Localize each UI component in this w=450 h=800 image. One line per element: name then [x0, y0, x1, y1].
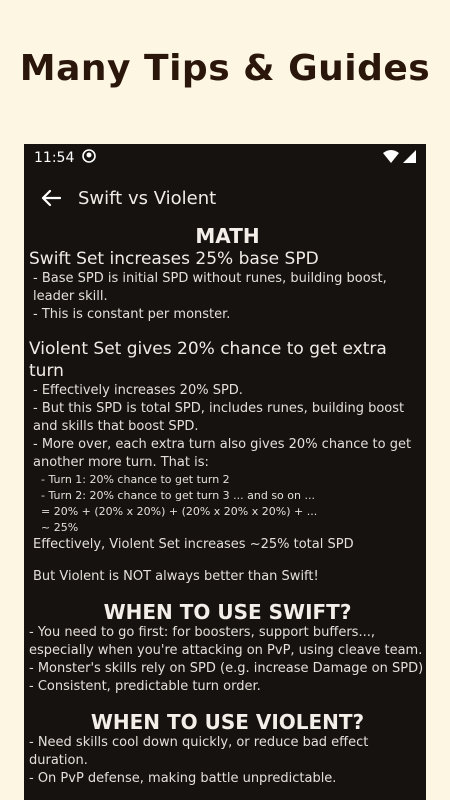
turn-line: - Turn 1: 20% chance to get turn 2 [41, 473, 230, 486]
phone-screen [24, 144, 426, 800]
text-line: - Base SPD is initial SPD without runes, building boost, [33, 271, 387, 286]
text-line: and skills that boost SPD. [33, 419, 199, 434]
text-line: especially when you're attacking on PvP, using cleave team. [29, 643, 423, 658]
swift-heading: Swift Set increases 25% base SPD [29, 249, 319, 269]
text-line: duration. [29, 753, 88, 768]
wifi-icon [383, 150, 399, 167]
text-line: - Effectively increases 20% SPD. [33, 383, 243, 398]
turn-line: ~ 25% [41, 521, 79, 534]
effectively-line: Effectively, Violent Set increases ~25% total SPD [33, 537, 354, 552]
but-line: But Violent is NOT always better than Swift! [33, 569, 319, 584]
text-line: - You need to go first: for boosters, support buffers..., [29, 625, 375, 640]
notification-icon [82, 149, 96, 167]
when-swift-heading: WHEN TO USE SWIFT? [103, 600, 352, 624]
turn-line: = 20% + (20% x 20%) + (20% x 20% x 20%) + ... [41, 505, 318, 518]
back-arrow-icon[interactable] [38, 185, 64, 211]
text-line: - This is constant per monster. [33, 307, 231, 322]
turn-line: - Turn 2: 20% chance to get turn 3 ... and so on ... [41, 489, 315, 502]
text-line: - Consistent, predictable turn order. [29, 679, 261, 694]
text-line: - Need skills cool down quickly, or reduce bad effect [29, 735, 369, 750]
text-line: another more turn. That is: [33, 455, 209, 470]
status-bar [24, 144, 426, 172]
text-line: - More over, each extra turn also gives 20% chance to get [33, 437, 412, 452]
text-line: - Monster's skills rely on SPD (e.g. increase Damage on SPD) [29, 661, 424, 676]
page-title: Swift vs Violent [78, 187, 217, 209]
text-line: - On PvP defense, making battle unpredictable. [29, 771, 337, 786]
text-line: - But this SPD is total SPD, includes runes, building boost [33, 401, 405, 416]
status-time: 11:54 [34, 150, 75, 166]
article-content [24, 224, 426, 788]
promo-title: Many Tips & Guides [19, 48, 431, 89]
signal-icon [403, 150, 416, 167]
math-heading: MATH [195, 224, 260, 248]
text-line: leader skill. [33, 289, 108, 304]
violent-heading: Violent Set gives 20% chance to get extra turn [29, 339, 387, 381]
when-violent-heading: WHEN TO USE VIOLENT? [90, 710, 365, 734]
app-bar [24, 172, 426, 224]
